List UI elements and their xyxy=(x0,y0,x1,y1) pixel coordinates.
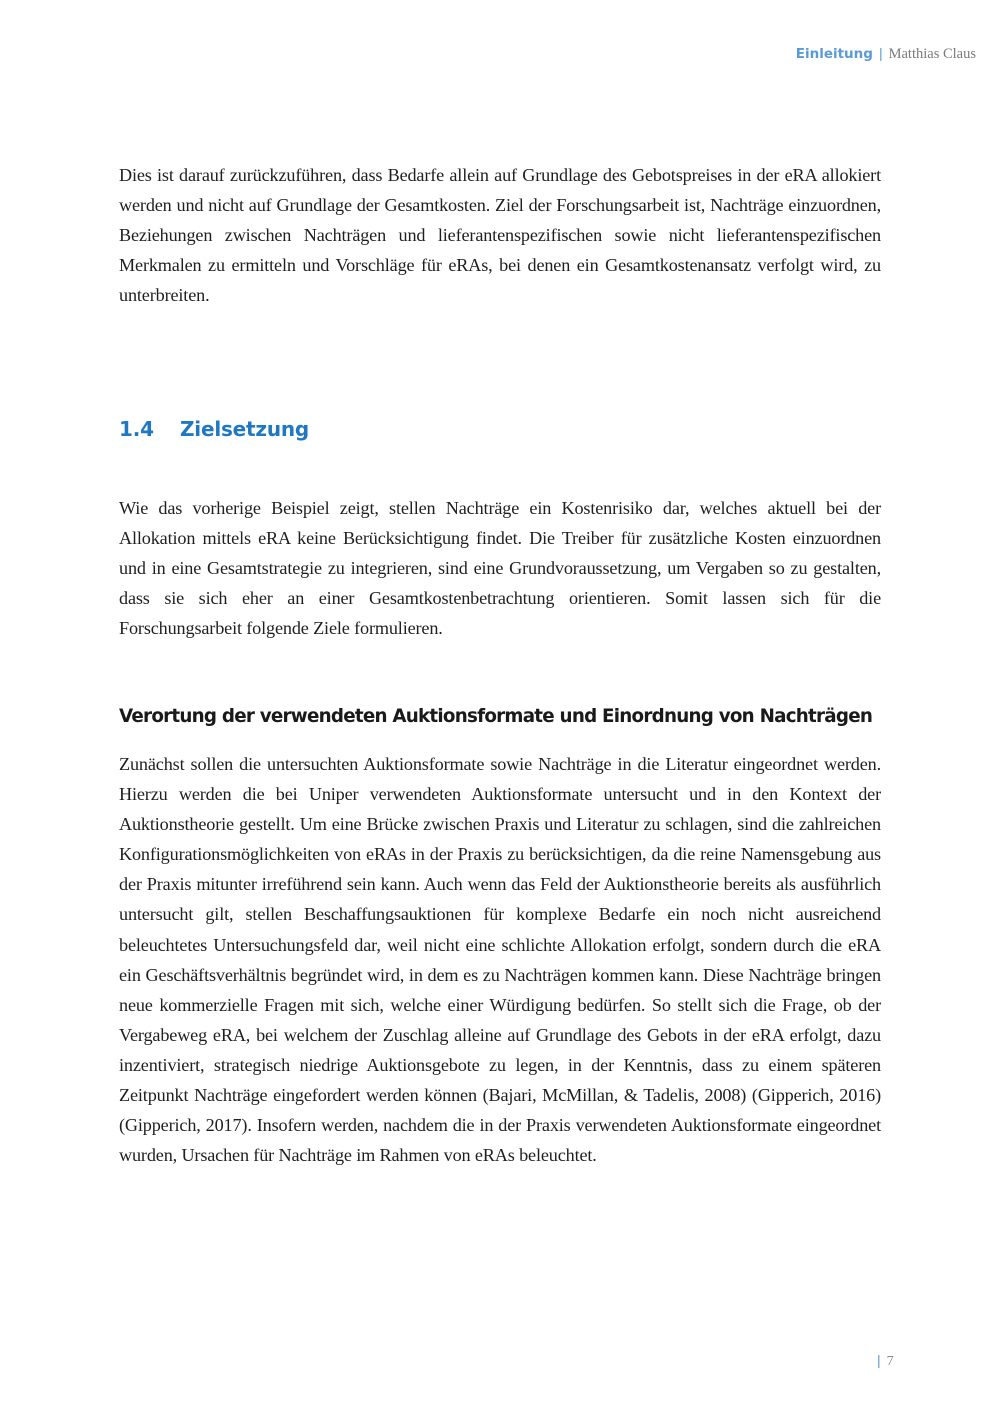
section-title: Zielsetzung xyxy=(180,417,310,441)
header-author: Matthias Claus xyxy=(888,46,976,62)
intro-paragraph: Dies ist darauf zurückzuführen, dass Bedarfe allein auf Grundlage des Gebotspreises in der eRA allokiert werden und nicht auf Grundlage der Gesamtkosten. Ziel der Forschungsarbeit ist, Nachträge einzuordnen, Beziehungen zwischen Nachträgen und lieferantenspezifischen sowie nicht lieferantenspezifischen Merkmalen zu ermitteln und Vorschläge für eRAs, bei denen ein Gesamtkostenansatz verfolgt wird, zu unterbreiten. xyxy=(119,165,881,306)
subsection-heading: Verortung der verwendeten Auktionsformate und Einordnung von Nachträgen xyxy=(119,706,873,727)
header-section-title: Einleitung xyxy=(795,46,873,62)
footer-separator: | xyxy=(877,1352,881,1368)
subsection-paragraph: Zunächst sollen die untersuchten Auktionsformate sowie Nachträge in die Literatur eingeordnet werden. Hierzu werden die bei Uniper verwendeten Auktionsformate untersucht und in den Kontext der Auktionstheorie gestellt. Um eine Brücke zwischen Praxis und Literatur zu schlagen, sind die zahlreichen Konfigurationsmöglichkeiten von eRAs in der Praxis zu berücksichtigen, da die reine Namensgebung aus der Praxis mitunter irreführend sein kann. Auch wenn das Feld der Auktionstheorie bereits als ausführlich untersucht gilt, stellen Beschaffungsauktionen für komplexe Bedarfe ein noch nicht ausreichend beleuchtetes Untersuchungsfeld dar, weil nicht eine schlichte Allokation erfolgt, sondern durch die eRA ein Geschäftsverhältnis begründet wird, in dem es zu Nachträgen kommen kann. Diese Nachträge bringen neue kommerzielle Fragen mit sich, welche einer Würdigung bedürfen. So stellt sich die Frage, ob der Vergabeweg eRA, bei welchem der Zuschlag alleine auf Grundlage des Gebots in der eRA erfolgt, dazu inzentiviert, strategisch niedrige Auktionsgebote zu legen, in der Kenntnis, dass zu einem späteren Zeitpunkt Nachträge eingefordert werden können (Bajari, McMillan, & Tadelis, 2008) (Gipperich, 2016) (Gipperich, 2017). Insofern werden, nachdem die in der Praxis verwendeten Auktionsformate eingeordnet wurden, Ursachen für Nachträge im Rahmen von eRAs beleuchtet. xyxy=(119,754,881,1166)
page-footer xyxy=(877,1352,894,1370)
page-number: 7 xyxy=(886,1354,894,1369)
header-separator: | xyxy=(878,45,883,61)
section-heading xyxy=(119,417,309,441)
section-paragraph: Wie das vorherige Beispiel zeigt, stellen Nachträge ein Kostenrisiko dar, welches aktuell bei der Allokation mittels eRA keine Berücksichtigung findet. Die Treiber für zusätzliche Kosten einzuordnen und in eine Gesamtstrategie zu integrieren, sind eine Grundvoraussetzung, um Vergaben so zu gestalten, dass sie sich eher an einer Gesamtkostenbetrachtung orientieren. Somit lassen sich für die Forschungsarbeit folgende Ziele formulieren. xyxy=(119,498,881,639)
section-number: 1.4 xyxy=(119,417,154,441)
running-header xyxy=(796,44,976,64)
